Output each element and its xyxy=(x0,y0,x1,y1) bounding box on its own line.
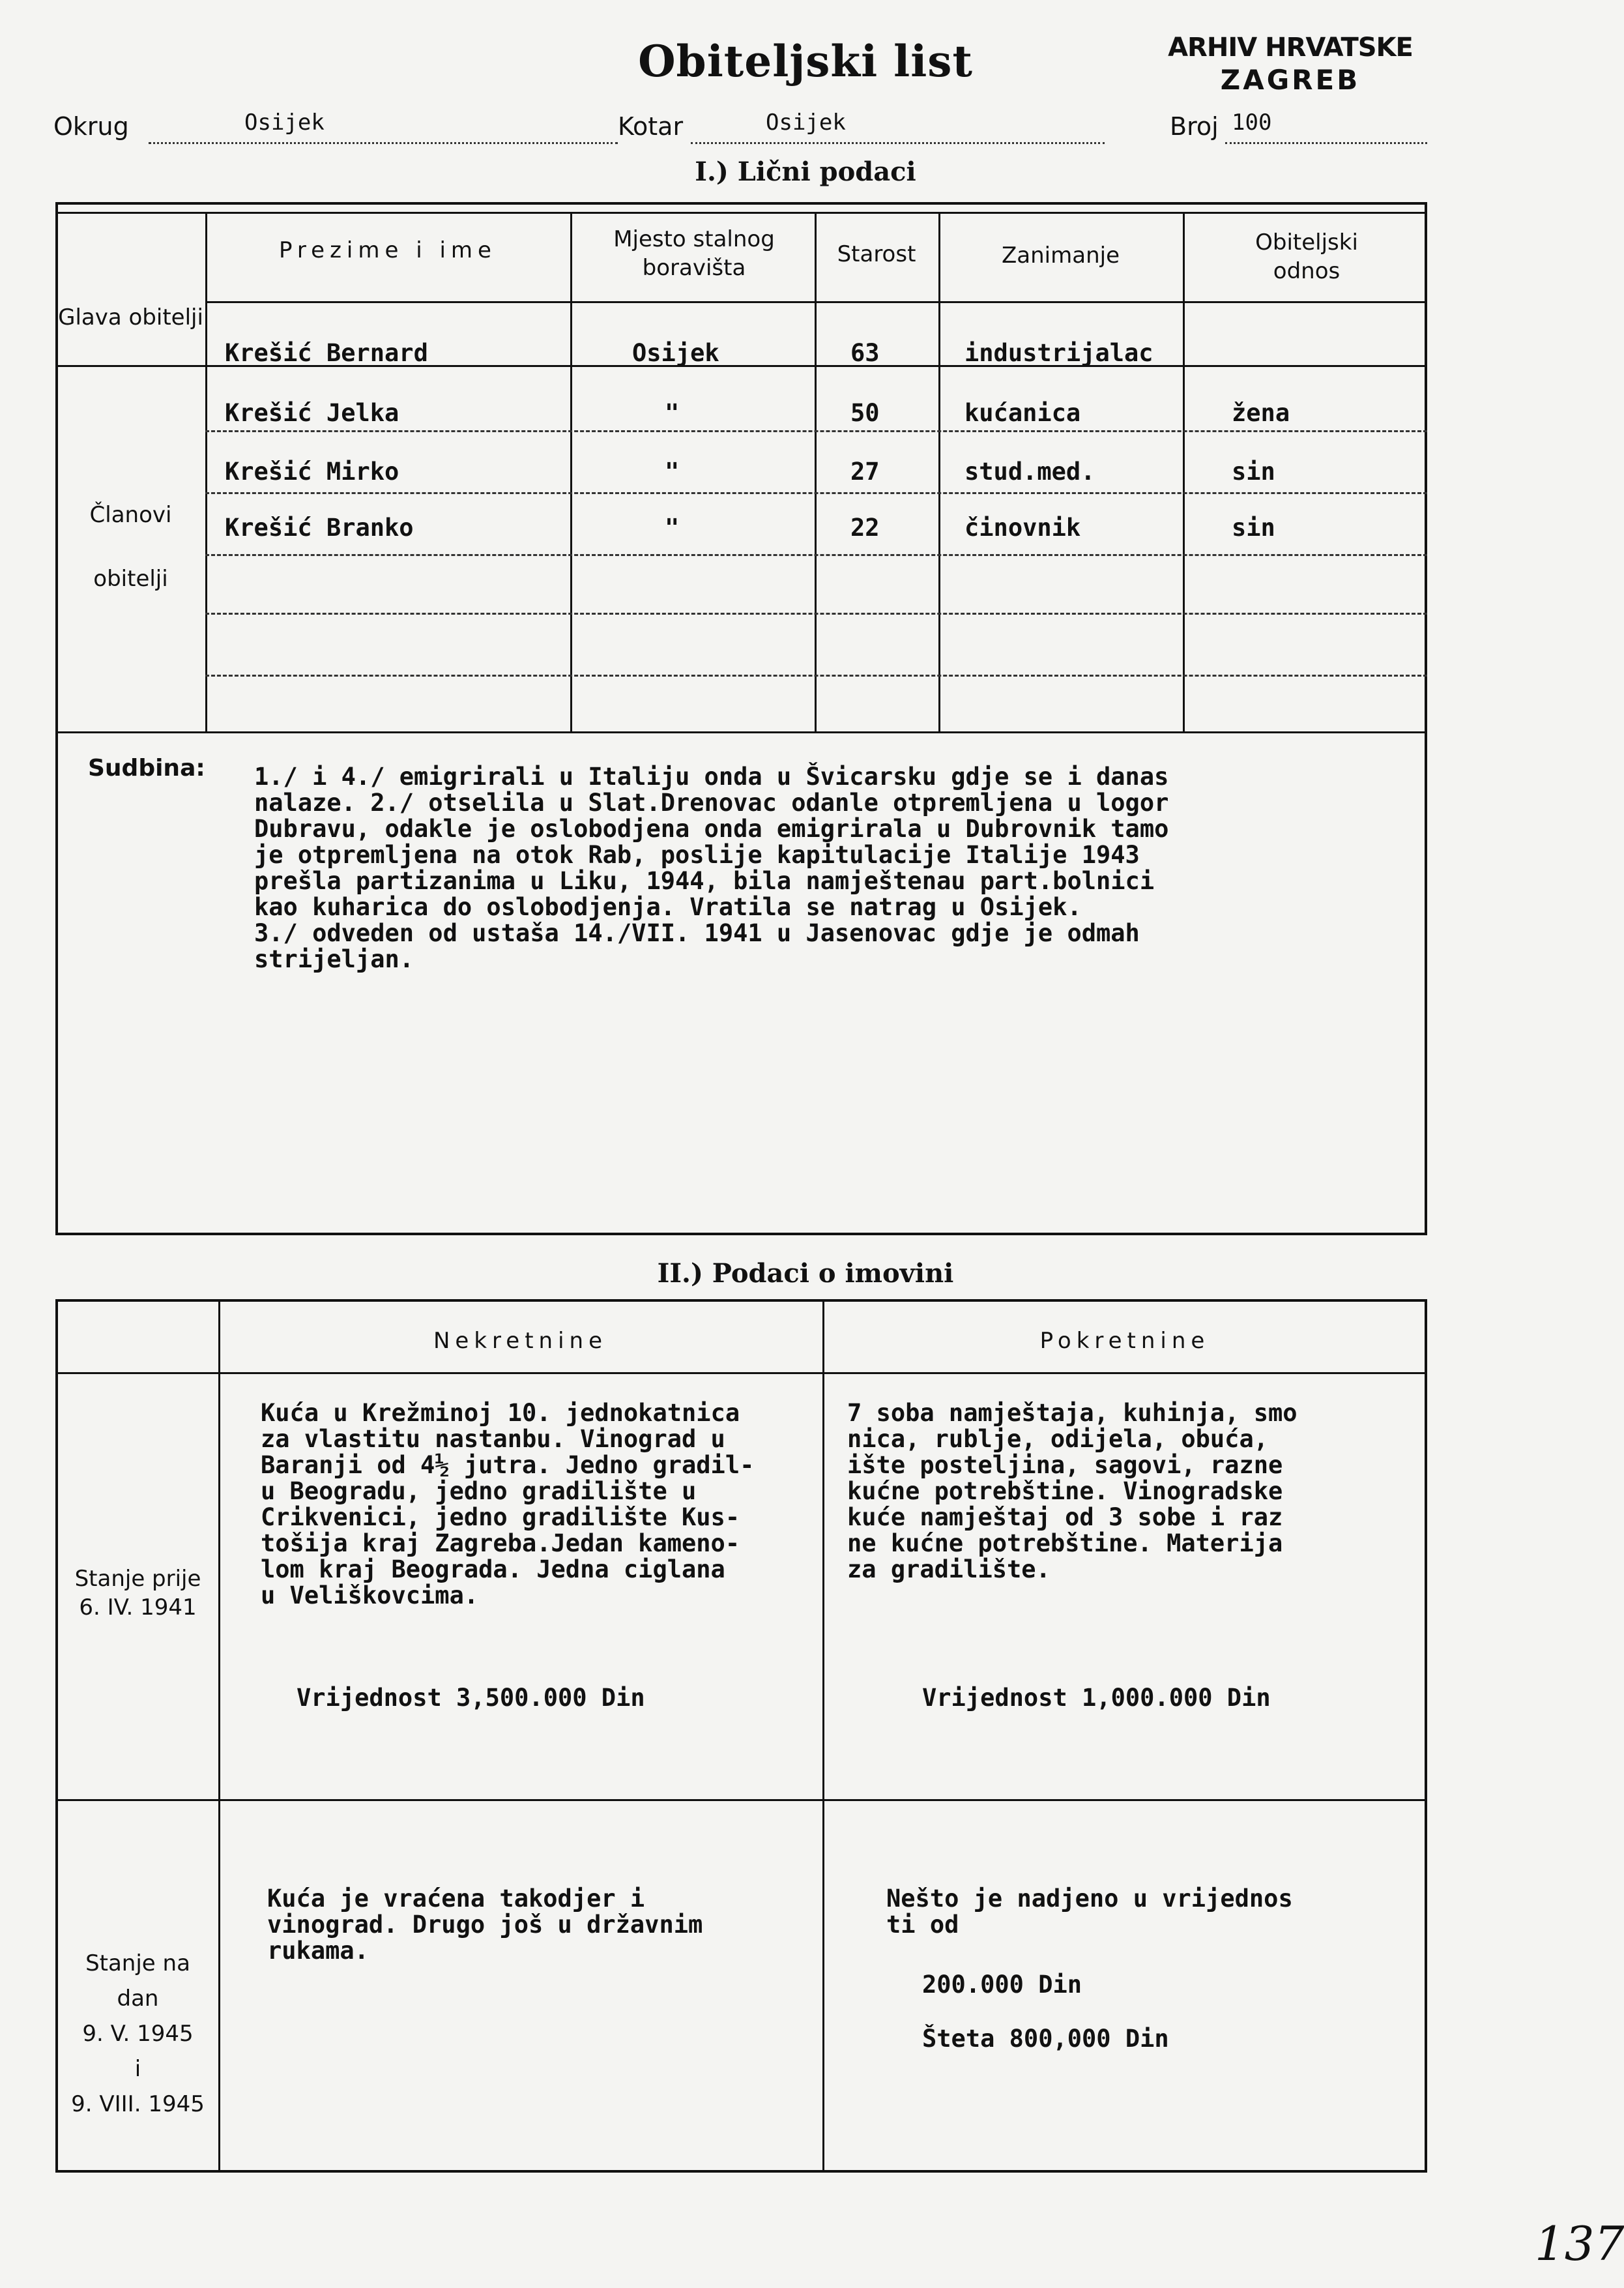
row-2-name: Krešić Mirko xyxy=(225,458,399,486)
period2-steta: Šteta 800,000 Din xyxy=(922,2025,1169,2053)
row-line-5 xyxy=(205,613,1427,615)
pokretnine-line: ne kućne potrebštine. Materija xyxy=(847,1529,1283,1557)
row-line-3 xyxy=(205,492,1427,494)
nekretnine-line: tošija kraj Zagreba.Jedan kameno- xyxy=(261,1529,740,1557)
sudbina-text xyxy=(254,764,1168,973)
pokretnine-line: 7 soba namještaja, kuhinja, smo xyxy=(847,1399,1298,1427)
row-2-occupation: stud.med. xyxy=(964,458,1095,486)
col-header-place: Mjesto stalnog boravišta xyxy=(613,226,775,281)
pokretnine-line: nica, rublje, odijela, obuća, xyxy=(847,1425,1269,1453)
nekretnine-line: u Veliškovcima. xyxy=(261,1581,479,1609)
sudbina-line: 3./ odveden od ustaša 14./VII. 1941 u Jasenovac gdje je odmah xyxy=(254,919,1140,947)
broj-dotline xyxy=(1225,142,1427,144)
pokretnine-line: Nešto je nadjeno u vrijednos xyxy=(886,1885,1293,1913)
row-line-6 xyxy=(205,675,1427,677)
nekretnine-line: Crikvenici, jedno gradilište Kus- xyxy=(261,1503,740,1531)
row-3-age: 22 xyxy=(850,514,880,542)
section1-title: I.) Lični podaci xyxy=(695,156,916,187)
row-3-relation: sin xyxy=(1232,514,1275,542)
col-line-3 xyxy=(815,212,817,733)
period1-nekretnine-value: Vrijednost 3,500.000 Din xyxy=(297,1684,645,1712)
glava-label-line xyxy=(55,365,205,367)
nekretnine-line: Baranji od 4½ jutra. Jedno gradil- xyxy=(261,1451,755,1479)
nekretnine-line: Kuća u Krežminoj 10. jednokatnica xyxy=(261,1399,740,1427)
pokretnine-line: za gradilište. xyxy=(847,1555,1051,1583)
nekretnine-line: lom kraj Beograda. Jedna ciglana xyxy=(261,1555,725,1583)
period2-label-line: dan xyxy=(117,1986,159,2012)
row-1-relation: žena xyxy=(1232,399,1290,427)
s2-header-line xyxy=(55,1372,1427,1374)
col-line-2 xyxy=(570,212,572,733)
row-0-name: Krešić Bernard xyxy=(225,339,428,367)
s2-period-line xyxy=(55,1799,1427,1801)
period2-label-line: 9. VIII. 1945 xyxy=(71,2091,205,2117)
archive-stamp xyxy=(1153,31,1427,96)
page-title: Obiteljski list xyxy=(638,36,973,87)
okrug-label: Okrug xyxy=(53,112,129,141)
nekretnine-line: u Beogradu, jedno gradilište u xyxy=(261,1477,697,1505)
sudbina-label: Sudbina: xyxy=(88,755,205,782)
page-number: 137 xyxy=(1535,2216,1624,2271)
row-3-place: " xyxy=(665,514,680,542)
period2-label-line: 9. V. 1945 xyxy=(82,2021,194,2047)
okrug-dotline xyxy=(149,142,618,144)
header-row-line xyxy=(205,301,1427,303)
period1-label-line: 6. IV. 1941 xyxy=(79,1594,197,1621)
pokretnine-line: kućne potrebštine. Vinogradske xyxy=(847,1477,1283,1505)
period2-pokretnine-value: 200.000 Din xyxy=(922,1971,1082,1999)
nekretnine-line: rukama. xyxy=(267,1937,369,1965)
broj-value: 100 xyxy=(1232,110,1272,136)
sudbina-line: Dubravu, odakle je oslobodjena onda emigrirala u Dubrovnik tamo xyxy=(254,815,1169,843)
sudbina-line: 1./ i 4./ emigrirali u Italiju onda u Švicarsku gdje se i danas xyxy=(254,763,1169,791)
period2-label-line: i xyxy=(134,2056,141,2082)
kotar-value: Osijek xyxy=(766,110,846,136)
clanovi-label: Članovi xyxy=(89,502,172,528)
nekretnine-line: vinograd. Drugo još u državnim xyxy=(267,1911,703,1939)
col-header-relation: Obiteljski odnos xyxy=(1255,229,1358,284)
nekretnine-line: Kuća je vraćena takodjer i xyxy=(267,1885,645,1913)
sudbina-line: nalaze. 2./ otselila u Slat.Drenovac odanle otpremljena u logor xyxy=(254,789,1169,817)
period1-label-line: Stanje prije xyxy=(74,1566,201,1592)
row-3-occupation: činovnik xyxy=(964,514,1081,542)
sudbina-top-line xyxy=(55,731,1427,733)
row-1-occupation: kućanica xyxy=(964,399,1081,427)
kotar-dotline xyxy=(691,142,1105,144)
pokretnine-line: ište posteljina, sagovi, razne xyxy=(847,1451,1283,1479)
glava-label: Glava obitelji xyxy=(58,304,203,330)
col-line-1 xyxy=(205,212,207,733)
obitelji-label: obitelji xyxy=(93,566,168,592)
okrug-value: Osijek xyxy=(244,110,325,136)
period1-label xyxy=(57,1564,218,1622)
row-2-relation: sin xyxy=(1232,458,1275,486)
s2-col-line-2 xyxy=(822,1300,824,2171)
row-line-4 xyxy=(205,554,1427,556)
section2-title: II.) Podaci o imovini xyxy=(657,1258,954,1289)
period1-nekretnine xyxy=(261,1400,754,1609)
period1-pokretnine xyxy=(847,1400,1298,1583)
row-3-name: Krešić Branko xyxy=(225,514,414,542)
row-0-occupation: industrijalac xyxy=(964,339,1153,367)
col-header-age: Starost xyxy=(837,241,916,267)
kotar-label: Kotar xyxy=(618,112,684,141)
archive-stamp-line1: ARHIV HRVATSKE xyxy=(1168,33,1413,63)
row-1-name: Krešić Jelka xyxy=(225,399,399,427)
row-2-place: " xyxy=(665,458,680,486)
period2-nekretnine xyxy=(267,1886,703,1964)
broj-label: Broj xyxy=(1170,112,1219,141)
period2-label-line: Stanje na xyxy=(85,1950,190,1976)
col-header-pokretnine: Pokretnine xyxy=(1039,1328,1210,1354)
row-0-age: 63 xyxy=(850,339,880,367)
row-2-age: 27 xyxy=(850,458,880,486)
col-header-name: Prezime i ime xyxy=(279,237,497,263)
period2-pokretnine xyxy=(886,1886,1293,1938)
nekretnine-line: za vlastitu nastanbu. Vinograd u xyxy=(261,1425,725,1453)
row-1-place: " xyxy=(665,399,680,427)
section1-top-rule xyxy=(55,212,1427,214)
sudbina-line: kao kuharica do oslobodjenja. Vratila se natrag u Osijek. xyxy=(254,893,1082,921)
period1-pokretnine-value: Vrijednost 1,000.000 Din xyxy=(922,1684,1271,1712)
row-1-age: 50 xyxy=(850,399,880,427)
row-0-place: Osijek xyxy=(632,339,719,367)
sudbina-line: strijeljan. xyxy=(254,945,414,973)
period2-label xyxy=(57,1946,218,2122)
col-header-occupation: Zanimanje xyxy=(1002,242,1120,269)
col-header-nekretnine: Nekretnine xyxy=(433,1328,607,1354)
row-line-2 xyxy=(205,430,1427,432)
sudbina-line: je otpremljena na otok Rab, poslije kapitulacije Italije 1943 xyxy=(254,841,1140,869)
s2-col-line-1 xyxy=(218,1300,220,2171)
col-line-5 xyxy=(1183,212,1185,733)
col-line-4 xyxy=(938,212,940,733)
pokretnine-line: kuće namještaj od 3 sobe i raz xyxy=(847,1503,1283,1531)
pokretnine-line: ti od xyxy=(886,1911,959,1939)
archive-stamp-line2: ZAGREB xyxy=(1220,64,1361,96)
sudbina-line: prešla partizanima u Liku, 1944, bila namještenau part.bolnici xyxy=(254,867,1155,895)
